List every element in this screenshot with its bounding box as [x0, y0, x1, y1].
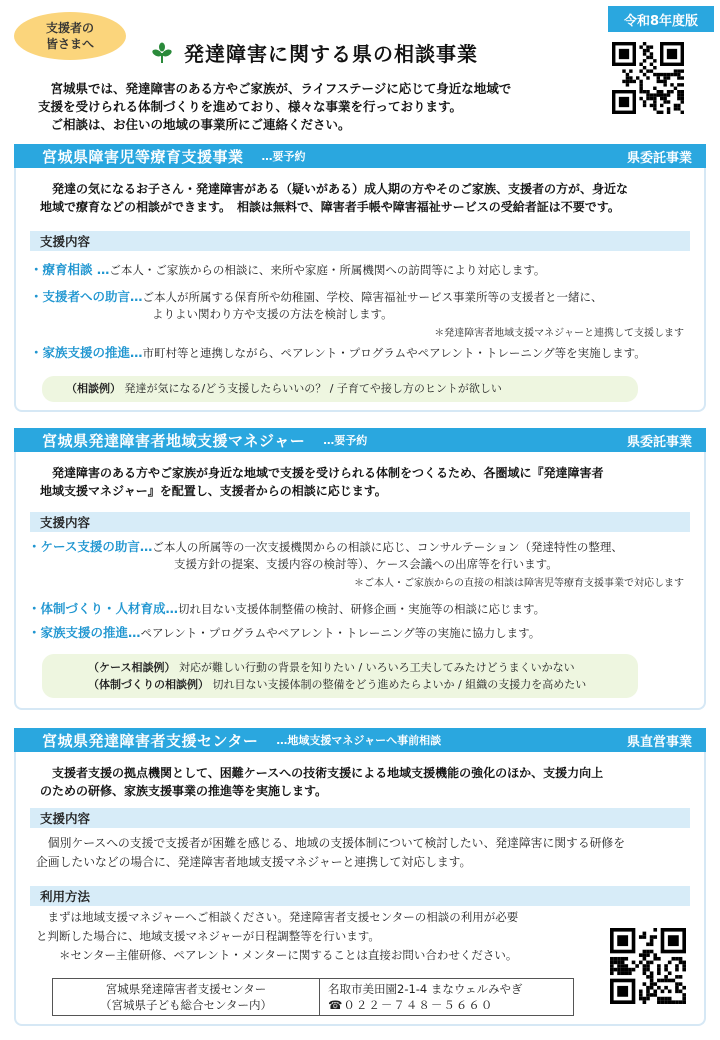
qr-code-bottom[interactable]	[610, 928, 686, 1004]
intro-text	[38, 80, 598, 134]
section-note: …要予約	[261, 150, 306, 163]
section-lead	[40, 464, 684, 500]
item-head: ・体制づくり・人材育成…	[28, 601, 179, 616]
lead-line: 発達障害のある方やご家族が身近な地域で支援を受けられる体制をつくるため、各圏域に『発達障害者	[40, 466, 604, 480]
example-box	[42, 654, 638, 698]
list-item	[30, 261, 694, 279]
lead-line: 地域で療育などの相談ができます。 相談は無料で、障害者手帳や障害福祉サービスの受給者証は不要です。	[40, 200, 620, 214]
example-label: （ケース相談例）	[88, 661, 176, 674]
list-item	[30, 344, 694, 362]
example-box	[42, 376, 638, 402]
center-name-cell	[53, 979, 320, 1015]
section-lead	[40, 764, 684, 800]
section-title: 宮城県発達障害者支援センター	[42, 731, 259, 750]
item-note: ＊発達障害者地域支援マネジャーと連携して支援します	[434, 328, 684, 339]
example-label: （相談例）	[66, 382, 121, 395]
intro-line: 支援を受けられる体制づくりを進めており、様々な事業を行っております。	[38, 99, 463, 114]
item-head: ・家族支援の推進…	[30, 345, 143, 360]
item-text: ご本人が所属する保育所や幼稚園、学校、障害福祉サービス事業所等の支援者と一緒に、	[142, 290, 603, 304]
item-text: ペアレント・プログラムやペアレント・トレーニング等の実施に協力します。	[140, 626, 541, 640]
item-text-cont: よりよい関わり方や支援の方法を検討します。	[152, 307, 393, 321]
section-type: 県委託事業	[626, 434, 692, 450]
intro-line: ご相談は、お住いの地域の事業所にご連絡ください。	[38, 117, 351, 132]
section-header	[14, 428, 706, 452]
center-contact-cell	[320, 979, 573, 1015]
usage-body	[36, 908, 564, 965]
section-type: 県委託事業	[626, 150, 692, 166]
section-lead	[40, 180, 684, 216]
center-address: 名取市美田園2-1-4 まなウェルみやぎ	[328, 982, 523, 996]
item-head: ・家族支援の推進…	[28, 625, 141, 640]
section-type: 県直営事業	[626, 734, 692, 750]
example-text: 切れ目ない支援体制の整備をどう進めたらよいか / 組織の支援力を高めたい	[212, 678, 587, 691]
usage-line: まずは地域支援マネジャーへご相談ください。発達障害者支援センターの相談の利用が必要	[36, 910, 519, 924]
item-text: ご本人の所属等の一次支援機関からの相談に応じ、コンサルテーション（発達特性の整理、	[152, 540, 623, 554]
item-head: ・支援者への助言…	[30, 289, 143, 304]
center-subname: （宮城県子ども総合センター内）	[99, 998, 273, 1012]
audience-badge	[14, 12, 126, 60]
item-text-cont: 支援方針の提案、支援内容の検討等）、ケース会議への出席等を行います。	[174, 557, 558, 571]
support-body	[36, 834, 686, 872]
item-head: ・ケース支援の助言…	[28, 539, 153, 554]
item-note: ＊ご本人・ご家族からの直接の相談は障害児等療育支援事業で対応します	[354, 578, 684, 589]
subhead-usage: 利用方法	[30, 886, 690, 906]
item-text: 市町村等と連携しながら、ペアレント・プログラムやペアレント・トレーニング等を実施します。	[142, 346, 646, 360]
intro-line: 宮城県では、発達障害のある方やご家族が、ライフステージに応じて身近な地域で	[38, 81, 512, 96]
example-text: 発達が気になる/どう支援したらいいの？ / 子育てや接し方のヒントが欲しい	[124, 382, 502, 395]
list-item	[28, 600, 694, 618]
qr-code-top[interactable]	[612, 42, 684, 114]
section-note: …地域支援マネジャーへ事前相談	[276, 734, 442, 747]
lead-line: 地域支援マネジャー』を配置し、支援者からの相談に応じます。	[40, 484, 387, 498]
section-title: 宮城県障害児等療育支援事業	[42, 147, 244, 166]
center-phone[interactable]: ☎０２２－７４８－５６６０	[328, 998, 494, 1012]
list-item	[28, 538, 694, 573]
lead-line: 発達の気になるお子さん・発達障害がある（疑いがある）成人期の方やそのご家族、支援者の方が、身近な	[40, 182, 629, 196]
page-title: 発達障害に関する県の相談事業	[184, 42, 478, 66]
section-manager	[14, 428, 706, 710]
badge-line1: 支援者の	[45, 20, 94, 35]
section-header	[14, 144, 706, 168]
title-block	[150, 38, 478, 67]
body-line: 個別ケースへの支援で支援者が困難を感じる、地域の支援体制について検討したい、発達障害に関する研修を	[36, 836, 626, 850]
badge-line2: 皆さまへ	[45, 37, 94, 51]
subhead-shien: 支援内容	[30, 808, 690, 828]
example-row	[88, 676, 638, 693]
example-row	[88, 659, 638, 676]
lead-line: 支援者支援の拠点機関として、困難ケースへの技術支援による地域支援機能の強化のほか、支援力向上	[40, 766, 604, 780]
list-item	[28, 624, 694, 642]
item-head: ・療育相談 …	[30, 262, 110, 277]
contact-box	[52, 978, 574, 1016]
section-header	[14, 728, 706, 752]
usage-line: と判断した場合に、地域支援マネジャーが日程調整等を行います。	[36, 929, 380, 943]
lead-line: のための研修、家族支援事業の推進等を実施します。	[40, 784, 328, 798]
item-text: ご本人・ご家族からの相談に、来所や家庭・所属機関への訪問等により対応します。	[109, 263, 546, 277]
body-line: 企画したいなどの場合に、発達障害者地域支援マネジャーと連携して対応します。	[36, 855, 472, 869]
example-label: （体制づくりの相談例）	[88, 678, 209, 691]
list-item	[30, 288, 694, 323]
section-title: 宮城県発達障害者地域支援マネジャー	[42, 431, 306, 450]
sprout-icon	[150, 42, 174, 64]
edition-label: 令和8年度版	[608, 6, 714, 32]
center-name: 宮城県発達障害者支援センター	[105, 982, 267, 996]
section-center	[14, 728, 706, 1026]
section-note: …要予約	[323, 434, 368, 447]
subhead-shien: 支援内容	[30, 231, 690, 251]
item-text: 切れ目ない支援体制整備の検討、研修企画・実施等の相談に応じます。	[178, 602, 546, 616]
section-ryoiku	[14, 144, 706, 412]
usage-line: ＊センター主催研修、ペアレント・メンターに関することは直接お問い合わせください。	[36, 948, 518, 962]
subhead-shien: 支援内容	[30, 512, 690, 532]
example-text: 対応が難しい行動の背景を知りたい / いろいろ工夫してみたけどうまくいかない	[178, 661, 575, 674]
